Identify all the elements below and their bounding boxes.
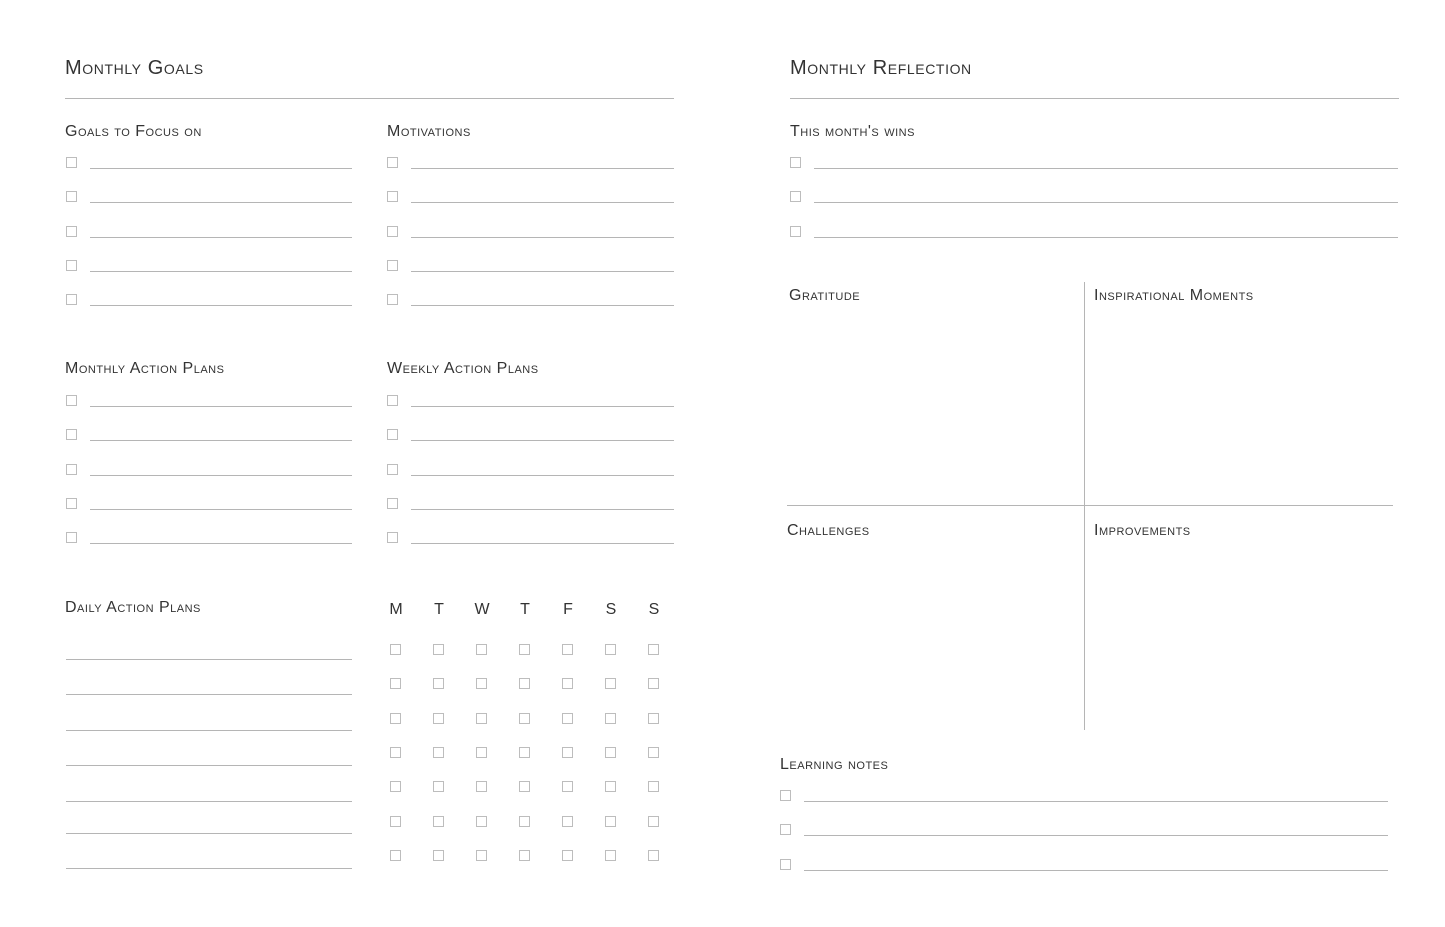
habit-checkbox[interactable] xyxy=(648,678,659,689)
challenges-label: Challenges xyxy=(787,522,870,539)
habit-checkbox[interactable] xyxy=(519,644,530,655)
daily-action-plans-entry-line[interactable] xyxy=(66,694,352,695)
weekly-action-plans-entry-line[interactable] xyxy=(411,440,674,441)
habit-checkbox[interactable] xyxy=(390,816,401,827)
weekday-label: T xyxy=(520,601,530,618)
motivations-entry-line[interactable] xyxy=(411,202,674,203)
habit-checkbox[interactable] xyxy=(562,644,573,655)
habit-checkbox[interactable] xyxy=(648,781,659,792)
quadrant-horizontal-divider xyxy=(787,505,1393,506)
goals-to-focus-on-checkbox[interactable] xyxy=(66,226,77,237)
habit-checkbox[interactable] xyxy=(648,816,659,827)
habit-checkbox[interactable] xyxy=(476,747,487,758)
habit-checkbox[interactable] xyxy=(519,781,530,792)
habit-checkbox[interactable] xyxy=(562,850,573,861)
learning-notes-checkbox[interactable] xyxy=(780,790,791,801)
monthly-action-plans-entry-line[interactable] xyxy=(90,543,352,544)
learning-notes-checkbox[interactable] xyxy=(780,824,791,835)
weekday-label: S xyxy=(648,601,660,618)
learning-notes-entry-line[interactable] xyxy=(804,870,1388,871)
learning-notes-entry-line[interactable] xyxy=(804,835,1388,836)
weekly-action-plans-checkbox[interactable] xyxy=(387,429,398,440)
habit-checkbox[interactable] xyxy=(390,850,401,861)
habit-checkbox[interactable] xyxy=(605,816,616,827)
motivations-checkbox[interactable] xyxy=(387,226,398,237)
habit-checkbox[interactable] xyxy=(390,747,401,758)
weekly-action-plans-checkbox[interactable] xyxy=(387,498,398,509)
monthly-reflection-divider xyxy=(790,98,1399,99)
habit-checkbox[interactable] xyxy=(476,713,487,724)
habit-checkbox[interactable] xyxy=(562,747,573,758)
this-months-wins-checkbox[interactable] xyxy=(790,157,801,168)
habit-checkbox[interactable] xyxy=(390,781,401,792)
monthly-action-plans-label: Monthly Action Plans xyxy=(65,360,225,377)
habit-checkbox[interactable] xyxy=(605,850,616,861)
weekly-action-plans-entry-line[interactable] xyxy=(411,475,674,476)
daily-action-plans-entry-line[interactable] xyxy=(66,833,352,834)
motivations-checkbox[interactable] xyxy=(387,157,398,168)
habit-checkbox[interactable] xyxy=(519,678,530,689)
habit-checkbox[interactable] xyxy=(519,747,530,758)
goals-to-focus-on-checkbox[interactable] xyxy=(66,260,77,271)
habit-checkbox[interactable] xyxy=(562,678,573,689)
daily-action-plans-label: Daily Action Plans xyxy=(65,599,201,616)
goals-to-focus-on-entry-line[interactable] xyxy=(90,271,352,272)
monthly-action-plans-checkbox[interactable] xyxy=(66,395,77,406)
weekly-action-plans-checkbox[interactable] xyxy=(387,395,398,406)
weekly-action-plans-entry-line[interactable] xyxy=(411,406,674,407)
goals-to-focus-on-checkbox[interactable] xyxy=(66,191,77,202)
habit-checkbox[interactable] xyxy=(648,644,659,655)
daily-action-plans-entry-line[interactable] xyxy=(66,730,352,731)
goals-to-focus-on-entry-line[interactable] xyxy=(90,168,352,169)
habit-checkbox[interactable] xyxy=(476,850,487,861)
habit-checkbox[interactable] xyxy=(476,816,487,827)
habit-checkbox[interactable] xyxy=(605,644,616,655)
weekly-action-plans-entry-line[interactable] xyxy=(411,543,674,544)
daily-action-plans-entry-line[interactable] xyxy=(66,659,352,660)
goals-to-focus-on-entry-line[interactable] xyxy=(90,305,352,306)
habit-checkbox[interactable] xyxy=(433,850,444,861)
habit-checkbox[interactable] xyxy=(433,644,444,655)
weekly-action-plans-label: Weekly Action Plans xyxy=(387,360,539,377)
habit-checkbox[interactable] xyxy=(476,678,487,689)
weekday-label: F xyxy=(563,601,573,618)
monthly-action-plans-entry-line[interactable] xyxy=(90,475,352,476)
this-months-wins-checkbox[interactable] xyxy=(790,226,801,237)
weekday-label: T xyxy=(434,601,444,618)
monthly-reflection-title: Monthly Reflection xyxy=(790,57,972,79)
daily-action-plans-entry-line[interactable] xyxy=(66,868,352,869)
learning-notes-checkbox[interactable] xyxy=(780,859,791,870)
motivations-entry-line[interactable] xyxy=(411,305,674,306)
weekday-label: W xyxy=(474,601,490,618)
habit-checkbox[interactable] xyxy=(433,713,444,724)
habit-checkbox[interactable] xyxy=(519,850,530,861)
weekday-label: M xyxy=(389,601,403,618)
habit-checkbox[interactable] xyxy=(562,781,573,792)
goals-to-focus-on-checkbox[interactable] xyxy=(66,294,77,305)
daily-action-plans-entry-line[interactable] xyxy=(66,801,352,802)
motivations-checkbox[interactable] xyxy=(387,294,398,305)
quadrant-vertical-divider xyxy=(1084,282,1085,730)
habit-checkbox[interactable] xyxy=(605,747,616,758)
inspirational-moments-label: Inspirational Moments xyxy=(1094,287,1254,304)
habit-checkbox[interactable] xyxy=(562,713,573,724)
monthly-action-plans-entry-line[interactable] xyxy=(90,440,352,441)
goals-to-focus-on-checkbox[interactable] xyxy=(66,157,77,168)
this-months-wins-label: This month's wins xyxy=(790,123,915,140)
goals-to-focus-on-entry-line[interactable] xyxy=(90,237,352,238)
habit-checkbox[interactable] xyxy=(433,678,444,689)
habit-checkbox[interactable] xyxy=(648,713,659,724)
monthly-goals-title: Monthly Goals xyxy=(65,57,204,79)
motivations-checkbox[interactable] xyxy=(387,191,398,202)
learning-notes-entry-line[interactable] xyxy=(804,801,1388,802)
monthly-action-plans-checkbox[interactable] xyxy=(66,498,77,509)
habit-checkbox[interactable] xyxy=(476,781,487,792)
goals-to-focus-on-label: Goals to Focus on xyxy=(65,123,202,140)
habit-checkbox[interactable] xyxy=(648,850,659,861)
this-months-wins-checkbox[interactable] xyxy=(790,191,801,202)
monthly-action-plans-entry-line[interactable] xyxy=(90,509,352,510)
habit-checkbox[interactable] xyxy=(433,747,444,758)
monthly-action-plans-checkbox[interactable] xyxy=(66,464,77,475)
habit-checkbox[interactable] xyxy=(562,816,573,827)
monthly-goals-divider xyxy=(65,98,674,99)
habit-checkbox[interactable] xyxy=(605,781,616,792)
habit-checkbox[interactable] xyxy=(648,747,659,758)
habit-checkbox[interactable] xyxy=(433,816,444,827)
weekly-action-plans-checkbox[interactable] xyxy=(387,532,398,543)
this-months-wins-entry-line[interactable] xyxy=(814,168,1398,169)
motivations-entry-line[interactable] xyxy=(411,271,674,272)
habit-checkbox[interactable] xyxy=(390,713,401,724)
this-months-wins-entry-line[interactable] xyxy=(814,237,1398,238)
monthly-action-plans-entry-line[interactable] xyxy=(90,406,352,407)
habit-checkbox[interactable] xyxy=(476,644,487,655)
motivations-checkbox[interactable] xyxy=(387,260,398,271)
weekday-label: S xyxy=(605,601,617,618)
monthly-action-plans-checkbox[interactable] xyxy=(66,429,77,440)
weekly-action-plans-checkbox[interactable] xyxy=(387,464,398,475)
habit-checkbox[interactable] xyxy=(519,816,530,827)
this-months-wins-entry-line[interactable] xyxy=(814,202,1398,203)
motivations-entry-line[interactable] xyxy=(411,168,674,169)
habit-checkbox[interactable] xyxy=(433,781,444,792)
improvements-label: Improvements xyxy=(1094,522,1191,539)
monthly-action-plans-checkbox[interactable] xyxy=(66,532,77,543)
habit-checkbox[interactable] xyxy=(390,644,401,655)
habit-checkbox[interactable] xyxy=(519,713,530,724)
gratitude-label: Gratitude xyxy=(789,287,861,304)
motivations-label: Motivations xyxy=(387,123,471,140)
daily-action-plans-entry-line[interactable] xyxy=(66,765,352,766)
habit-checkbox[interactable] xyxy=(390,678,401,689)
habit-checkbox[interactable] xyxy=(605,678,616,689)
learning-notes-label: Learning notes xyxy=(780,756,889,773)
habit-checkbox[interactable] xyxy=(605,713,616,724)
goals-to-focus-on-entry-line[interactable] xyxy=(90,202,352,203)
weekly-action-plans-entry-line[interactable] xyxy=(411,509,674,510)
motivations-entry-line[interactable] xyxy=(411,237,674,238)
